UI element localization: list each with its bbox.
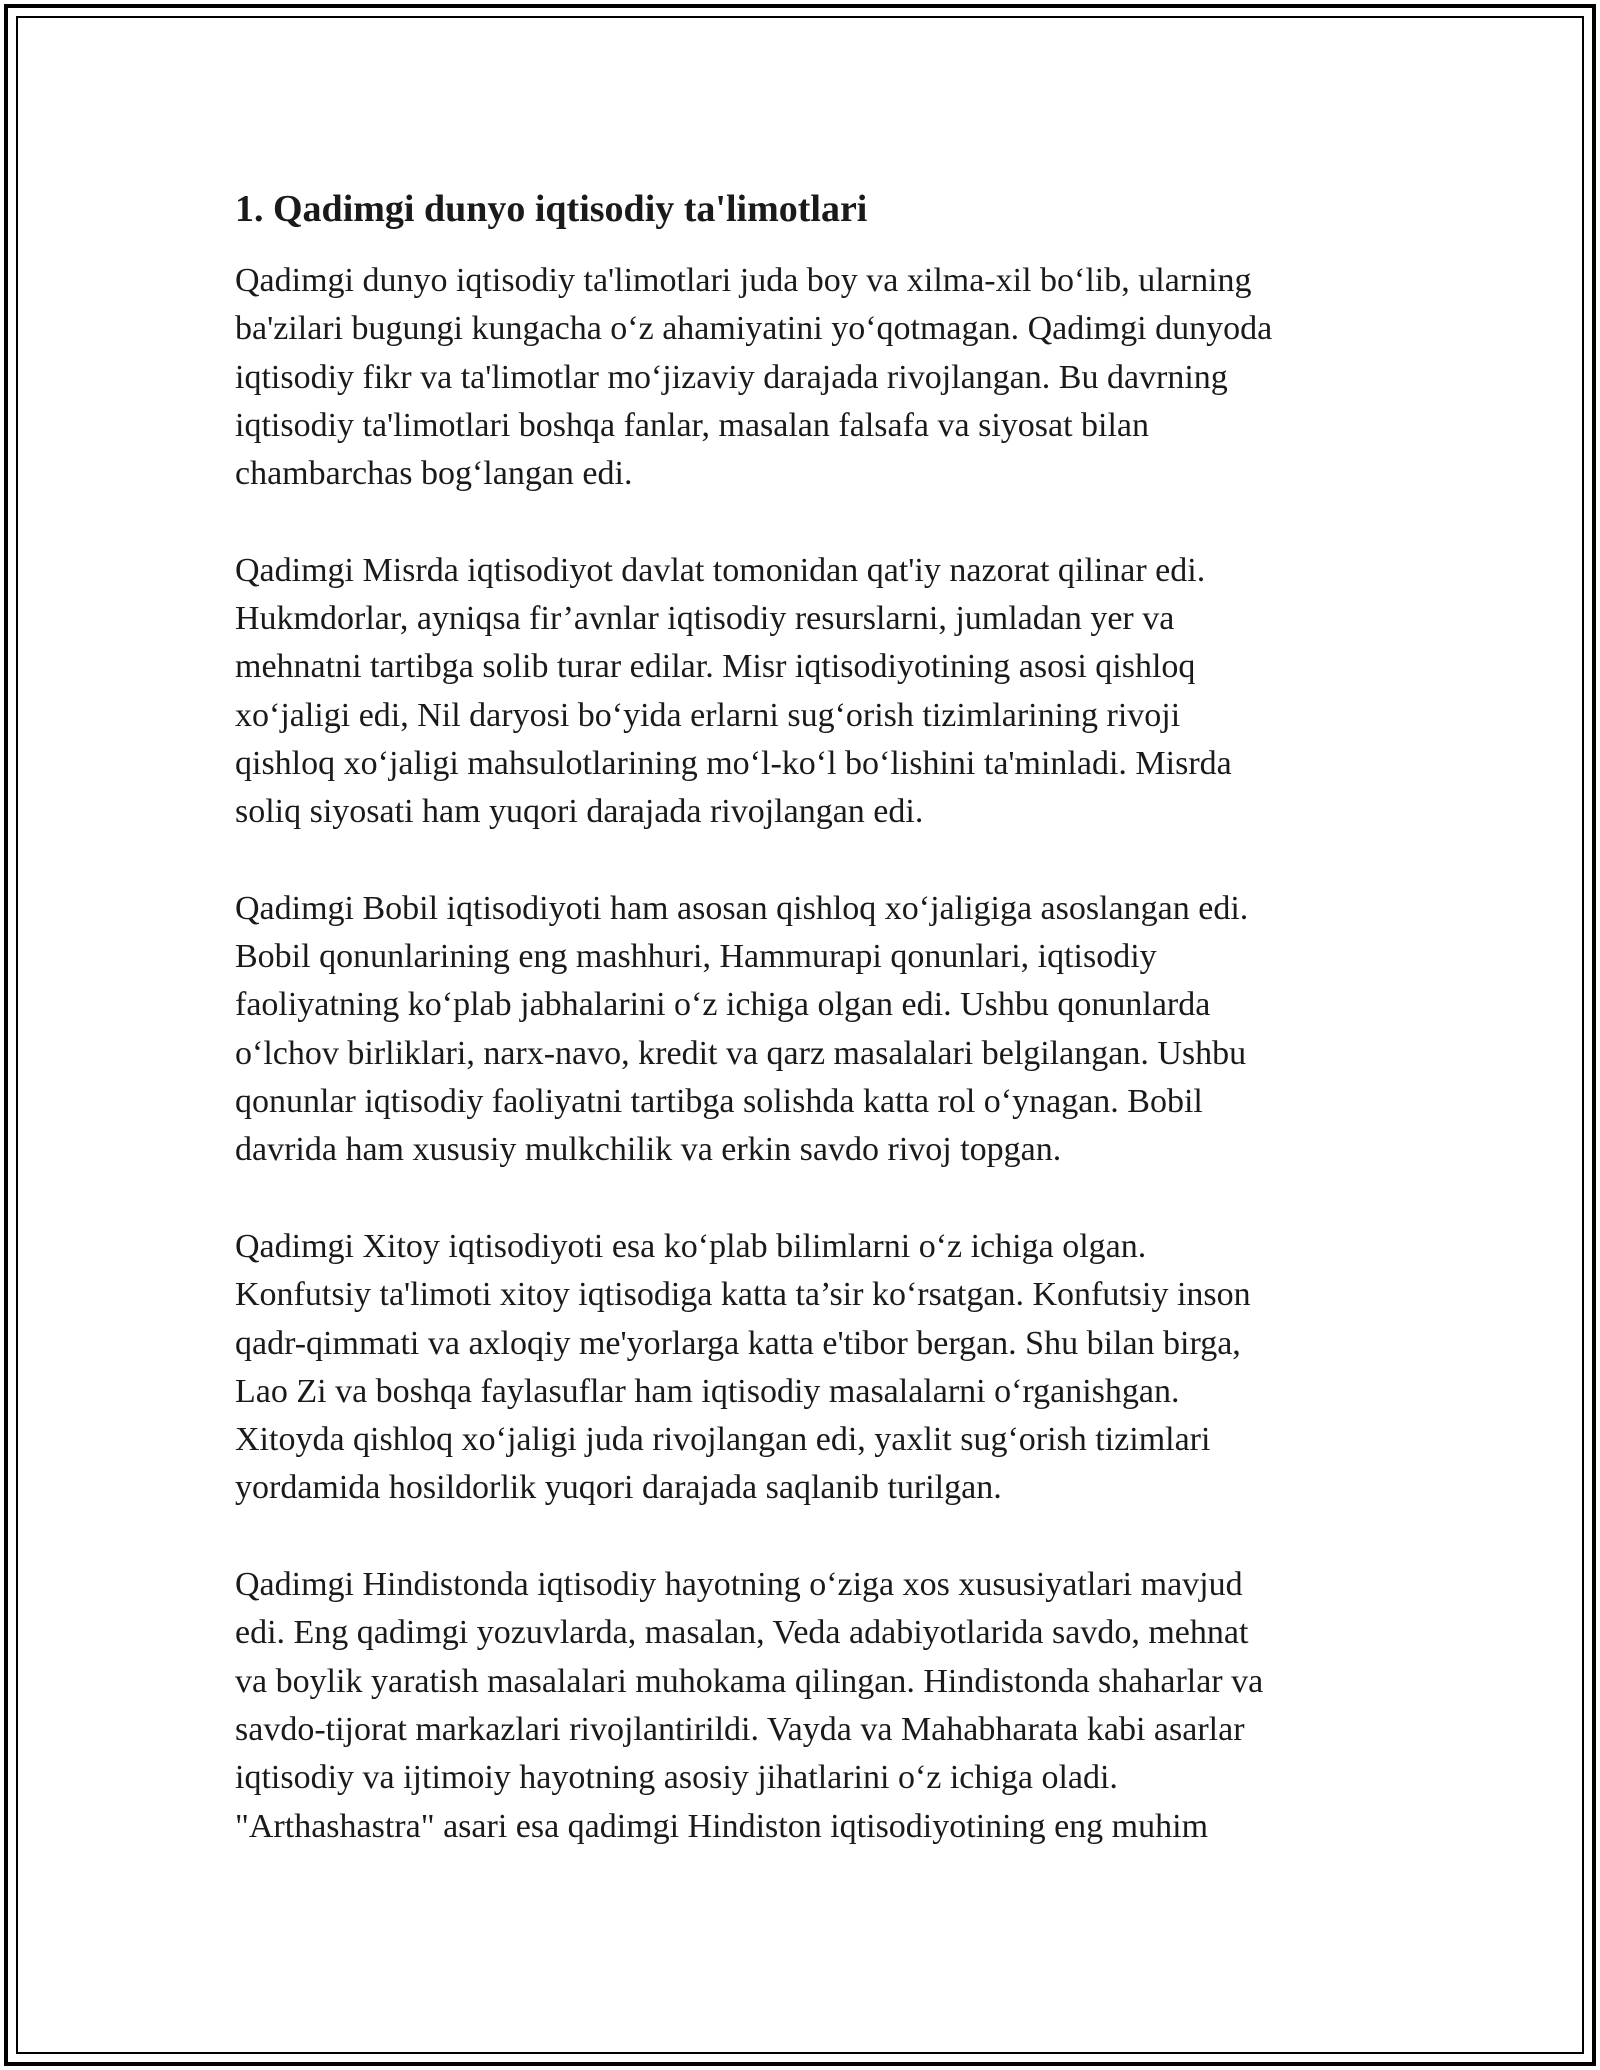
text-line: Qadimgi Misrda iqtisodiyot davlat tomonidan qat'iy nazorat qilinar edi. (235, 551, 1206, 589)
text-line: chambarchas bog‘langan edi. (235, 455, 633, 493)
text-line: Qadimgi Hindistonda iqtisodiy hayotning o‘ziga xos xususiyatlari mavjud (235, 1566, 1243, 1604)
text-line: soliq siyosati ham yuqori darajada rivojlangan edi. (235, 793, 924, 831)
text-line: qonunlar iqtisodiy faoliyatni tartibga solishda katta rol o‘ynagan. Bobil (235, 1083, 1203, 1121)
text-line: xo‘jaligi edi, Nil daryosi bo‘yida erlarni sug‘orish tizimlarining rivoji (235, 696, 1181, 734)
text-line: Qadimgi dunyo iqtisodiy ta'limotlari juda boy va xilma-xil bo‘lib, ularning (235, 262, 1252, 299)
text-line: Konfutsiy ta'limoti xitoy iqtisodiga katta ta’sir ko‘rsatgan. Konfutsiy inson (235, 1276, 1251, 1314)
text-line: va boylik yaratish masalalari muhokama qilingan. Hindistonda shaharlar va (235, 1662, 1264, 1700)
text-line: mehnatni tartibga solib turar edilar. Misr iqtisodiyotining asosi qishloq (235, 648, 1196, 686)
paragraph-1 (235, 257, 1375, 498)
paragraph-5 (235, 1561, 1375, 1851)
document-body (235, 186, 1375, 1899)
text-line: Hukmdorlar, ayniqsa fir’avnlar iqtisodiy resurslarni, jumladan yer va (235, 600, 1175, 638)
text-line: iqtisodiy va ijtimoiy hayotning asosiy jihatlarini o‘z ichiga oladi. (235, 1759, 1118, 1797)
text-line: Qadimgi Xitoy iqtisodiyoti esa ko‘plab bilimlarni o‘z ichiga olgan. (235, 1227, 1147, 1265)
text-line: yordamida hosildorlik yuqori darajada saqlanib turilgan. (235, 1469, 1002, 1507)
text-line: iqtisodiy ta'limotlari boshqa fanlar, masalan falsafa va siyosat bilan (235, 406, 1150, 444)
section-heading: 1. Qadimgi dunyo iqtisodiy ta'limotlari (235, 188, 868, 230)
text-line: o‘lchov birliklari, narx-navo, kredit va qarz masalalari belgilangan. Ushbu (235, 1034, 1247, 1072)
text-line: Xitoyda qishloq xo‘jaligi juda rivojlangan edi, yaxlit sug‘orish tizimlari (235, 1421, 1211, 1459)
text-line: davrida ham xususiy mulkchilik va erkin savdo rivoj topgan. (235, 1131, 1062, 1169)
text-line: qadr-qimmati va axloqiy me'yorlarga katta e'tibor bergan. Shu bilan birga, (235, 1324, 1241, 1362)
text-line: Lao Zi va boshqa faylasuflar ham iqtisodiy masalalarni o‘rganishgan. (235, 1372, 1180, 1410)
text-line: "Arthashastra" asari esa qadimgi Hindiston iqtisodiyotining eng muhim (235, 1807, 1209, 1845)
text-line: qishloq xo‘jaligi mahsulotlarining mo‘l-ko‘l bo‘lishini ta'minladi. Misrda (235, 744, 1232, 782)
paragraph-4 (235, 1223, 1375, 1513)
text-line: edi. Eng qadimgi yozuvlarda, masalan, Veda adabiyotlarida savdo, mehnat (235, 1614, 1249, 1652)
text-line: faoliyatning ko‘plab jabhalarini o‘z ichiga olgan edi. Ushbu qonunlarda (235, 986, 1211, 1024)
text-line: savdo-tijorat markazlari rivojlantirildi. Vayda va Mahabharata kabi asarlar (235, 1710, 1245, 1748)
text-line: ba'zilari bugungi kungacha o‘z ahamiyatini yo‘qotmagan. Qadimgi dunyoda (235, 310, 1273, 348)
paragraph-3 (235, 885, 1375, 1175)
paragraph-2 (235, 547, 1375, 837)
text-line: Qadimgi Bobil iqtisodiyoti ham asosan qishloq xo‘jaligiga asoslangan edi. (235, 889, 1249, 927)
text-line: Bobil qonunlarining eng mashhuri, Hammurapi qonunlari, iqtisodiy (235, 938, 1157, 976)
text-line: iqtisodiy fikr va ta'limotlar mo‘jizaviy darajada rivojlangan. Bu davrning (235, 358, 1228, 396)
